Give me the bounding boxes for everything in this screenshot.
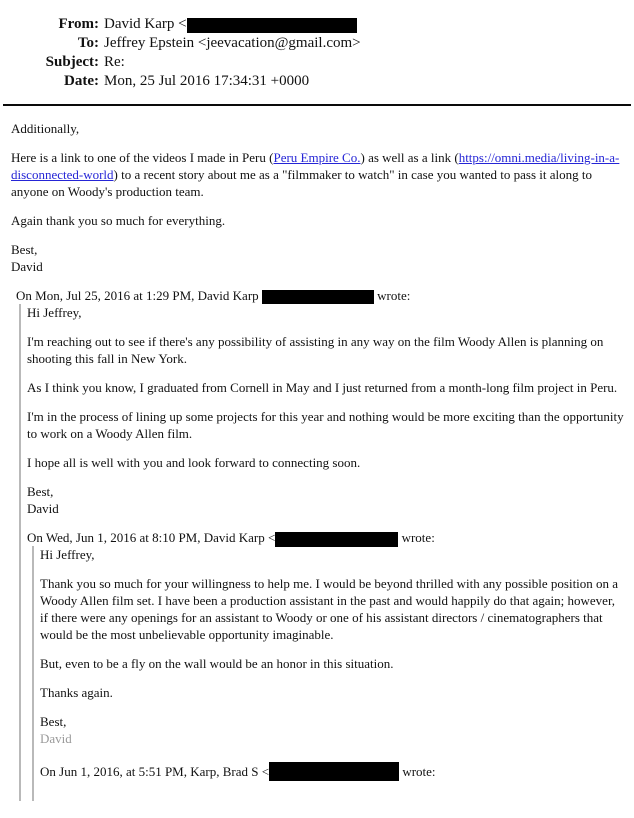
signature-closing: Best, [40,714,67,729]
attribution-text: On Jun 1, 2016, at 5:51 PM, Karp, Brad S < [40,764,270,779]
quote1-attribution [16,287,626,304]
header-divider [3,104,631,106]
email-body [11,120,626,801]
date-value: Mon, 25 Jul 2016 17:34:31 +0000 [104,73,310,89]
quote2-paragraph: Thank you so much for your willingness to help me. I would be beyond thrilled with any possible position on a Woody Allen film set. I have been a production assistant in the past and would happily do that again; however, if there were any openings for an assistant to Woody or one of his assistant directors / cinematographers that would be the most unbelievable opportunity imaginable. [40,576,619,642]
quote1-paragraph: As I think you know, I graduated from Cornell in May and I just returned from a month-long film project in Peru. [27,380,618,395]
body-text: Here is a link to one of the videos I made in Peru ( [11,150,274,165]
attribution-text: wrote: [399,764,436,779]
omni-media-link[interactable]: https://omni.media/living-in-a-disconnected-world [11,150,620,182]
redaction-bar [262,290,374,304]
header-row-from [0,15,361,34]
header-row-date [0,72,361,91]
signature-name-muted: David [40,731,72,746]
quote1-paragraph: I'm in the process of lining up some projects for this year and nothing would be more exciting than the opportunity to work on a Woody Allen film. [27,409,624,441]
from-value [104,15,361,34]
quote1-paragraph: I hope all is well with you and look forward to connecting soon. [27,455,361,470]
signature-closing: Best, [27,484,54,499]
quote1-paragraph: I'm reaching out to see if there's any possibility of assisting in any way on the film Woody Allen is planning on shooting this fall in New York. [27,334,604,366]
signature-closing: Best, [11,242,38,257]
clipped-content-space [40,781,626,801]
body-text: ) to a recent story about me as a "filmmaker to watch" in case you wanted to pass it along to anyone on Woody's production team. [11,167,593,199]
quote2-attribution [27,529,626,546]
quote2-signature [40,713,626,747]
header-row-to [0,34,361,53]
quoted-thread [16,287,626,801]
quote1-greeting: Hi Jeffrey, [27,305,82,320]
signature-name: David [11,259,43,274]
quote1-signature [27,483,626,517]
attribution-text: wrote: [373,288,411,303]
signature [11,241,626,275]
quote2-paragraph: But, even to be a fly on the wall would be an honor in this situation. [40,656,394,671]
body-paragraph-links [11,149,626,200]
date-label: Date: [64,73,99,89]
redaction-bar [275,532,398,547]
quoted-message-level-2 [32,546,626,801]
quote2-greeting: Hi Jeffrey, [40,547,95,562]
body-text: ) as well as a link ( [360,150,459,165]
signature-name: David [27,501,59,516]
body-paragraph: Again thank you so much for everything. [11,213,226,228]
to-label: To: [77,35,99,51]
quote3-attribution [40,763,626,781]
attribution-text: On Mon, Jul 25, 2016 at 1:29 PM, David Karp [16,288,262,303]
quoted-message-level-1 [19,304,626,801]
quote2-paragraph: Thanks again. [40,685,113,700]
attribution-text: wrote: [398,530,435,545]
email-header [0,15,361,91]
peru-empire-link[interactable]: Peru Empire Co. [273,150,361,165]
body-paragraph: Additionally, [11,121,80,136]
from-name: David Karp < [104,16,187,32]
redaction-bar [269,762,399,781]
redaction-bar [187,18,357,33]
header-row-subject [0,53,361,72]
from-label: From: [58,16,99,32]
subject-value: Re: [104,54,125,70]
attribution-text: On Wed, Jun 1, 2016 at 8:10 PM, David Karp < [27,530,276,545]
to-value: Jeffrey Epstein <jeevacation@gmail.com> [104,35,361,51]
subject-label: Subject: [45,54,99,70]
